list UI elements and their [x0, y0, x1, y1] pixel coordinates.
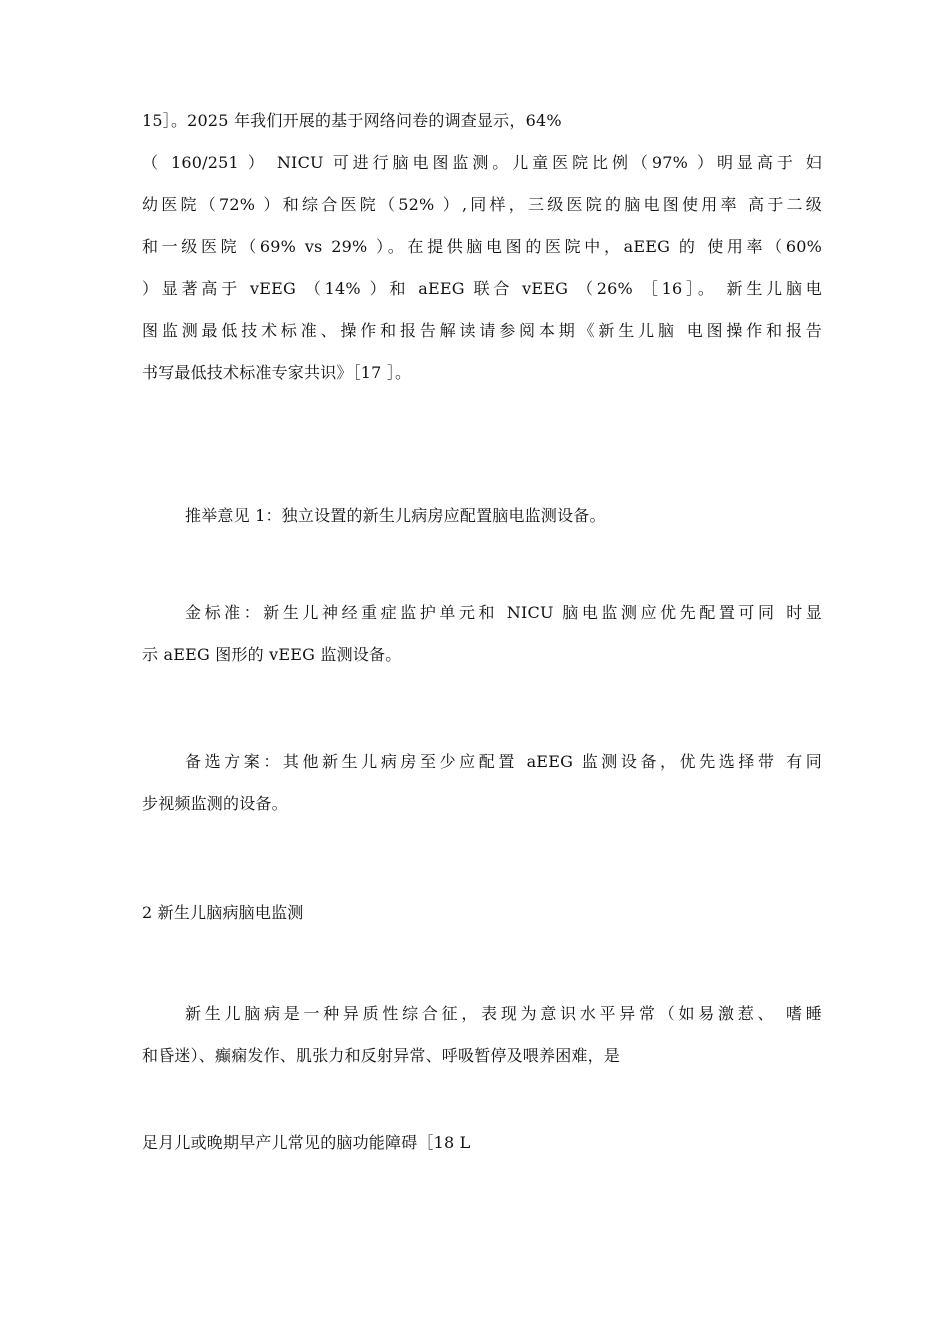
encephalopathy-paragraph — [142, 993, 822, 1077]
text-line: 和一级医院（69% vs 29% ）。在提供脑电图的医院中，aEEG 的 使用率（60% — [142, 237, 822, 256]
gold-standard-paragraph — [142, 592, 822, 676]
final-line-paragraph — [142, 1122, 822, 1164]
text-line: 图监测最低技术标准、操作和报告解读请参阅本期《新生儿脑 电图操作和报告 — [142, 321, 822, 340]
text-line: 幼医院（72% ）和综合医院（52% ）,同样，三级医院的脑电图使用率 高于二级 — [142, 195, 822, 214]
text-line: 推举意见 1：独立设置的新生儿病房应配置脑电监测设备。 — [185, 506, 606, 525]
text-line: 备选方案：其他新生儿病房至少应配置 aEEG 监测设备，优先选择带 有同 — [185, 752, 822, 771]
text-line: 示 aEEG 图形的 vEEG 监测设备。 — [142, 645, 402, 664]
recommendation-paragraph — [142, 495, 822, 537]
text-line: 和昏迷）、癫痫发作、肌张力和反射异常、呼吸暂停及喂养困难，是 — [142, 1046, 621, 1065]
alternative-paragraph — [142, 741, 822, 825]
text-line: （ 160/251 ） NICU 可进行脑电图监测。儿童医院比例（97% ）明显高于 妇 — [142, 153, 822, 172]
text-line: 步视频监测的设备。 — [142, 794, 288, 813]
text-line: 书写最低技术标准专家共识》［17 ］。 — [142, 363, 412, 382]
section-heading-text: 2 新生儿脑病脑电监测 — [142, 903, 304, 922]
text-line: 足月儿或晚期早产儿常见的脑功能障碍［18 L — [142, 1133, 471, 1152]
text-line: ）显著高于 vEEG （14% ）和 aEEG 联合 vEEG （26% ［16］。 新生儿脑电 — [142, 279, 822, 298]
text-line: 新生儿脑病是一种异质性综合征，表现为意识水平异常（如易激惹、 嗜睡 — [185, 1004, 822, 1023]
text-line: 15］。2025 年我们开展的基于网络问卷的调查显示，64% — [142, 111, 562, 130]
intro-paragraph — [142, 100, 822, 394]
text-line: 金标准：新生儿神经重症监护单元和 NICU 脑电监测应优先配置可同 时显 — [185, 603, 822, 622]
section-heading — [142, 892, 822, 934]
